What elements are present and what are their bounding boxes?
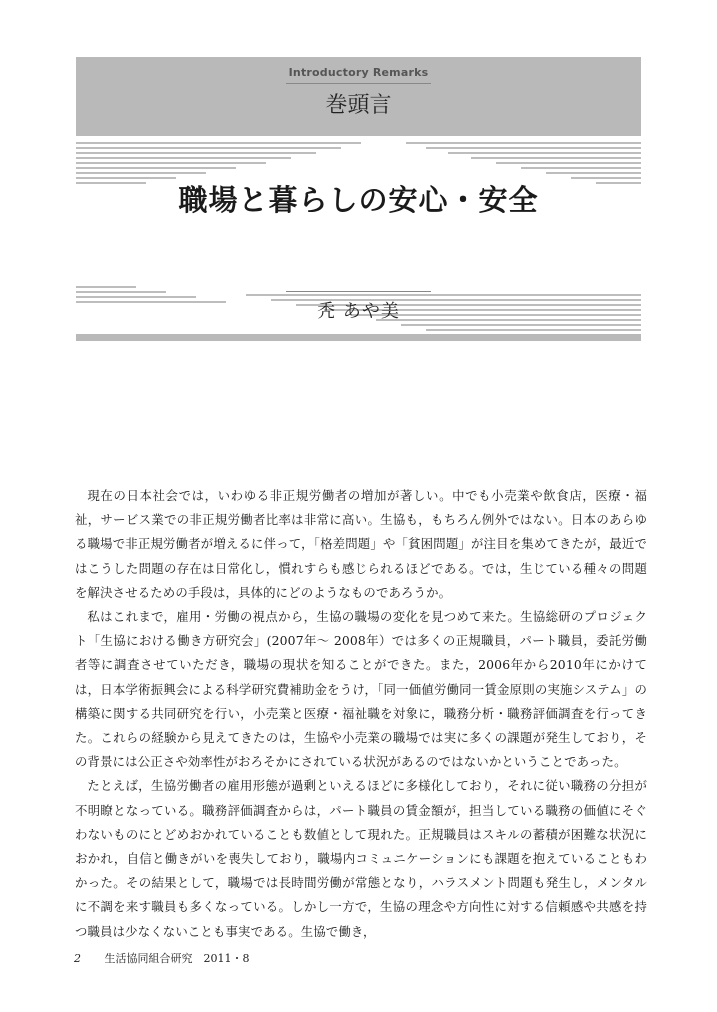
- stripe: [246, 294, 641, 296]
- stripe: [471, 157, 641, 159]
- stripe: [76, 167, 236, 169]
- stripe: [76, 142, 361, 144]
- stripe: [448, 152, 641, 154]
- stripe: [426, 147, 641, 149]
- stripe: [76, 147, 341, 149]
- stripe: [76, 157, 291, 159]
- stripe: [76, 172, 206, 174]
- stripe: [76, 291, 166, 293]
- stripe: [76, 286, 136, 288]
- page-number: 2: [74, 952, 81, 965]
- page-footer: [74, 950, 250, 966]
- paragraph-2: 私はこれまで，雇用・労働の視点から，生協の職場の変化を見つめて来た。生協総研のプロジェクト「生協における働き方研究会」(2007年～ 2008年）では多くの正規職員，パート職員，委託労働者等に調査させていただき，職場の現状を知ることができた。また，2006年から2010年にかけては，日本学術振興会による科学研究費補助金をうけ，「同一価値労働同一賃金原則の実施システム」の構築に関する共同研究を行い，小売業と医療・福祉職を対象に，職務分析・職務評価調査を行ってきた。これらの経験から見えてきたのは，生協や小売業の職場では実に多くの課題が発生しており，その背景には公正さや効率性がおろそかにされている状況があるのではないかということであった。: [75, 609, 647, 770]
- stripe: [496, 162, 641, 164]
- stripe: [546, 172, 641, 174]
- author-rule: [286, 291, 431, 292]
- paragraph-1: 現在の日本社会では，いわゆる非正規労働者の増加が著しい。中でも小売業や飲食店，医療・福祉，サービス業での非正規労働者比率は非常に高い。生協も，もちろん例外ではない。日本のあらゆる職場で非正規労働者が増えるに伴って，「格差問題」や「貧困問題」が注目を集めてきたが，最近ではこうした問題の存在は日常化し，慣れすらも感じられるほどである。では，生じている種々の問題を解決させるための手段は，具体的にどのようなものであろうか。: [75, 488, 647, 600]
- stripe: [406, 142, 641, 144]
- paragraph-3: たとえば，生協労働者の雇用形態が過剰といえるほどに多様化しており，それに従い職務の分担が不明瞭となっている。職務評価調査からは，パート職員の賃金額が，担当している職務の価値にそぐわないものにとどめおかれていることも数値として現れた。正規職員はスキルの蓄積が困難な状況におかれ，自信と働きがいを喪失しており，職場内コミュニケーションにも課題を抱えていることもわかった。その結果として，職場では長時間労働が常態となり，ハラスメント問題も発生し，メンタルに不調を来す職員も多くなっている。しかし一方で，生協の理念や方向性に対する信頼感や共感を持つ職員は少なくないことも事実である。生協で働き，: [75, 778, 647, 939]
- article-title: 職場と暮らしの安心・安全: [178, 183, 539, 217]
- section-label: Introductory Remarks: [288, 66, 429, 79]
- article-header: [76, 57, 641, 341]
- section-label-rule: [286, 83, 431, 84]
- stripe: [521, 167, 641, 169]
- section-title: 巻頭言: [325, 93, 392, 118]
- stripe: [76, 162, 266, 164]
- stripe: [76, 152, 316, 154]
- author-name: 秃 あや美: [317, 301, 400, 322]
- article-body: [75, 484, 647, 944]
- stripe: [426, 329, 641, 331]
- stripe: [401, 324, 641, 326]
- journal-name: 生活協同組合研究 2011・8: [104, 952, 250, 965]
